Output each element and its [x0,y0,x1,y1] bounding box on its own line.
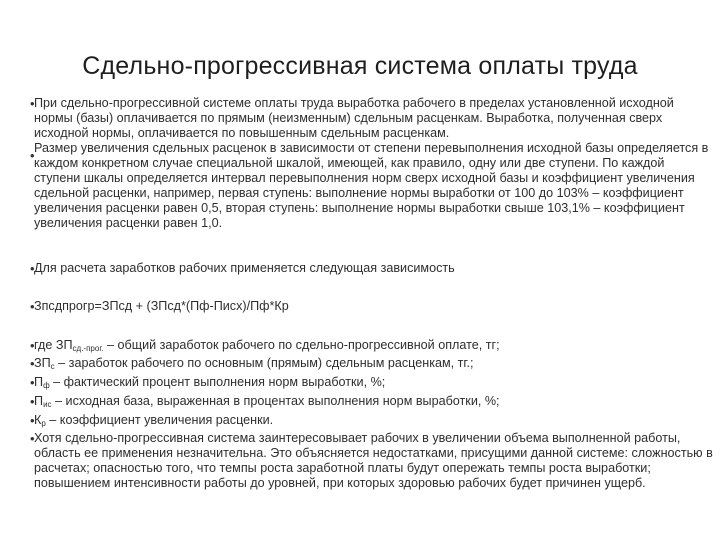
bullet: • [30,338,35,353]
bullet: • [30,413,35,428]
definition-text: – заработок рабочего по основным (прямым) сдельным расценкам, тг.; [54,356,474,370]
bullet: • [30,299,35,314]
definition-symbol: где ЗП [34,338,73,352]
definition-subscript: р [41,419,46,428]
bullet: • [30,96,35,111]
definition-symbol: К [34,413,42,427]
formula: Зпсдпрогр=ЗПсд + (ЗПсд*(Пф-Писх)/Пф*Кр [34,299,289,313]
definition-text: – исходная база, выраженная в процентах выполнения норм выработки, %; [51,394,500,408]
paragraph-calc-intro: Для расчета заработков рабочих применяется следующая зависимость [34,261,455,275]
definition-text: – общий заработок рабочего по сдельно-прогрессивной оплате, тг; [103,338,500,352]
definition-total-earnings [34,338,714,353]
paragraph-conclusion: Хотя сдельно-прогрессивная система заинтересовывает рабочих в увеличении объема выполненной работы, область ее применения незначительна. Это объясняется недостатками, присущими данной системе: сложностью в расчетах; опасностью того, что темпы роста заработной платы будут опережать темпы роста выработки; повышением интенсивности работы до уровней, при которых здоровью рабочих будет причинен ущерб. [34,431,713,490]
definition-symbol: П [34,375,44,389]
definition-base-percent [34,394,714,409]
definition-symbol: ЗП [34,356,51,370]
definition-symbol: П [34,394,44,408]
definition-subscript: с [50,362,55,371]
definition-subscript: ис [43,400,52,409]
paragraph-scale: Размер увеличения сдельных расценок в зависимости от степени перевыполнения исходной базы определяется в каждом конкретном случае специальной шкалой, имеющей, как правило, одну или две ступени. По каждой ступени шкалы определяется интервал перевыполнения норм сверх исходной базы и коэффициент увеличения сдельной расценки, например, первая ступень: выполнение нормы выработки от 100 до 103% – коэффициент увеличения расценки равен 0,5, вторая ступень: выполнение нормы выработки свыше 103,1% – коэффициент увеличения расценки равен 1,0. [34,141,709,230]
page-title: Сдельно-прогрессивная система оплаты труда [82,52,638,80]
bullet: • [30,261,35,276]
definition-subscript: сд.-прог. [72,344,104,353]
bullet: • [30,375,35,390]
bullet: • [30,356,35,371]
bullet: • [30,394,35,409]
definition-text: – коэффициент увеличения расценки. [45,413,274,427]
bullet: • [30,148,35,163]
definition-base-earnings [34,356,714,371]
definition-actual-percent [34,375,714,390]
paragraph-intro: При сдельно-прогрессивной системе оплаты труда выработка рабочего в пределах установленной исходной нормы (базы) оплачивается по прямым (неизменным) сдельным расценкам. Выработка, полученная сверх исходной нормы, оплачивается по повышенным сдельным расценкам. [34,96,674,140]
definition-subscript: ф [43,381,50,390]
definition-text: – фактический процент выполнения норм выработки, %; [49,375,386,389]
bullet: • [30,431,35,446]
definition-coefficient [34,413,714,428]
